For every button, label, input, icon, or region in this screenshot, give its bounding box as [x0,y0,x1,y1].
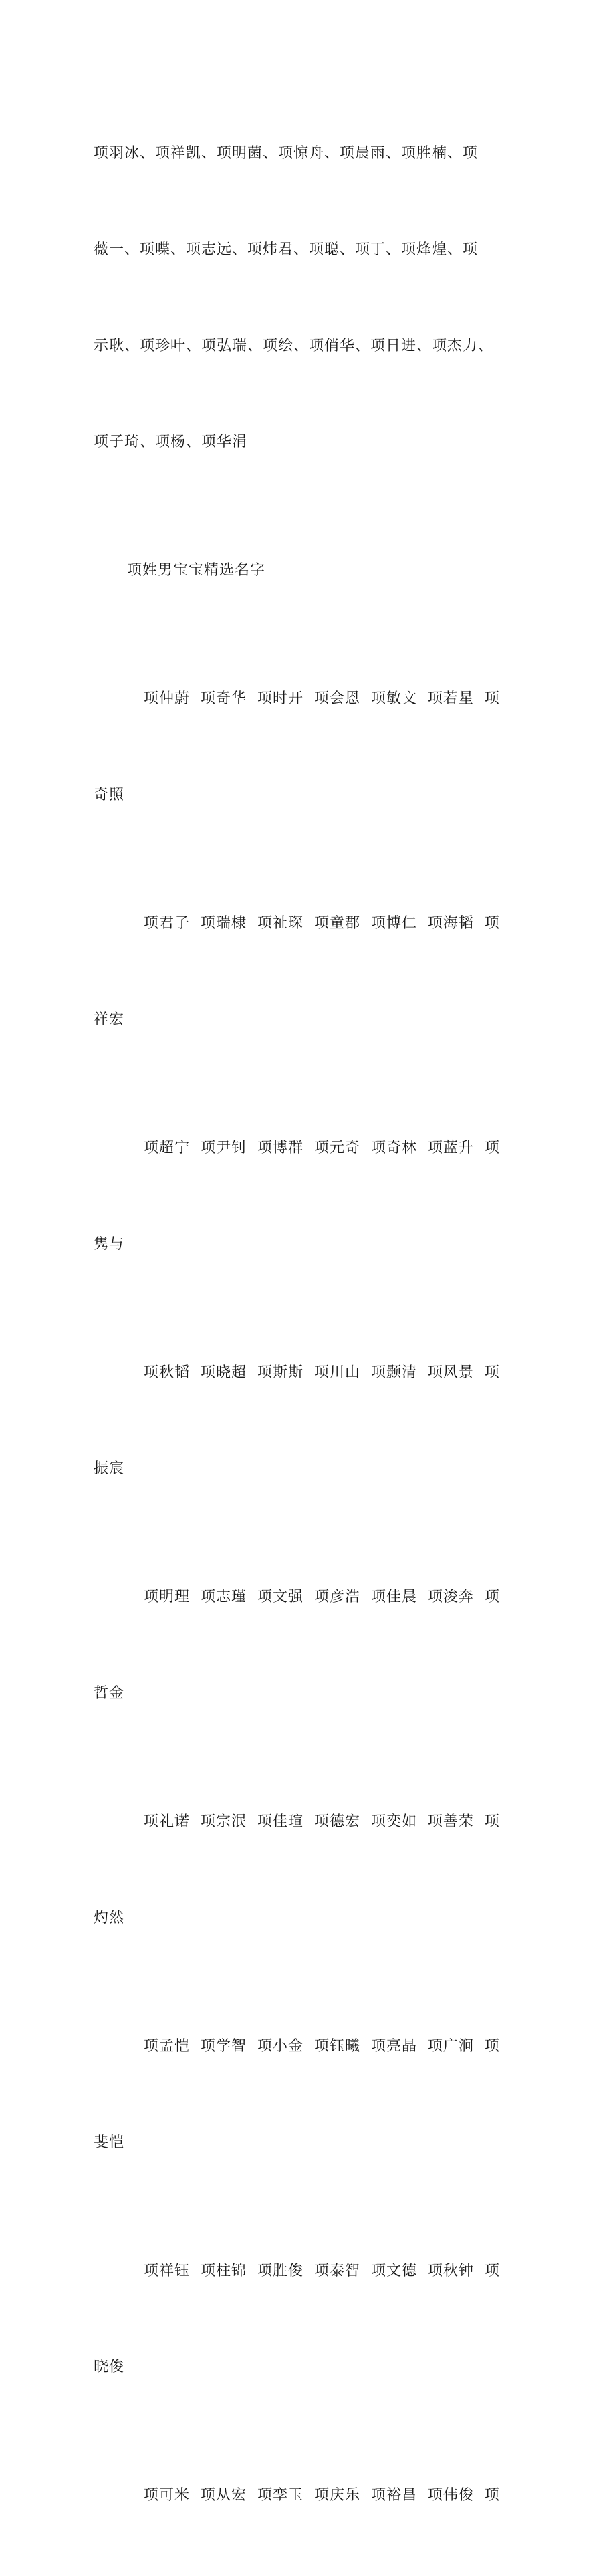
intro-line: 项子琦、项杨、项华涓 [94,434,248,450]
name-row-continuation: 灼然 [94,1910,125,1926]
name-row-continuation: 哲金 [94,1685,125,1702]
name-row-continuation: 奇照 [94,787,125,803]
name-row-continuation: 斐恺 [94,2134,125,2151]
name-row-continuation: 晓俊 [94,2359,125,2375]
intro-line: 项羽冰、项祥凯、项明菌、项惊舟、项晨雨、项胜楠、项 [94,145,479,162]
name-row: 项超宁 项尹钊 项博群 项元奇 项奇林 项蓝升 项 [144,1140,500,1156]
name-row-continuation: 祥宏 [94,1011,125,1028]
name-row-continuation: 振宸 [94,1460,125,1477]
name-row: 项明理 项志瑾 项文强 项彦浩 项佳晨 项浚奔 项 [144,1589,500,1605]
name-row: 项君子 项瑞棣 项祉琛 项童郡 项博仁 项海韬 项 [144,915,500,932]
document-body [94,74,521,2576]
name-row: 项仲蔚 项奇华 项时开 项会恩 项敏文 项若星 项 [144,690,500,707]
name-row: 项祥钰 项柱锦 项胜俊 项泰智 项文德 项秋钟 项 [144,2263,500,2279]
section-title: 项姓男宝宝精选名字 [127,562,266,579]
name-row: 项可米 项从宏 项孪玉 项庆乐 项裕昌 项伟俊 项 [144,2487,500,2504]
name-row: 项孟恺 项学智 项小金 项钰曦 项亮晶 项广涧 项 [144,2038,500,2055]
name-row-continuation: 隽与 [94,1236,125,1253]
intro-line: 薇一、项喋、项志远、项炜君、项聪、项丁、项烽煌、项 [94,241,479,258]
name-row: 项礼诺 项宗泯 项佳瑄 项德宏 项奕如 项善荣 项 [144,1813,500,1830]
name-row: 项秋韬 项晓超 项斯斯 项川山 项颢清 项风景 项 [144,1364,500,1381]
intro-line: 示耿、项珍叶、项弘瑞、项绘、项俏华、项日进、项杰力、 [94,338,494,354]
